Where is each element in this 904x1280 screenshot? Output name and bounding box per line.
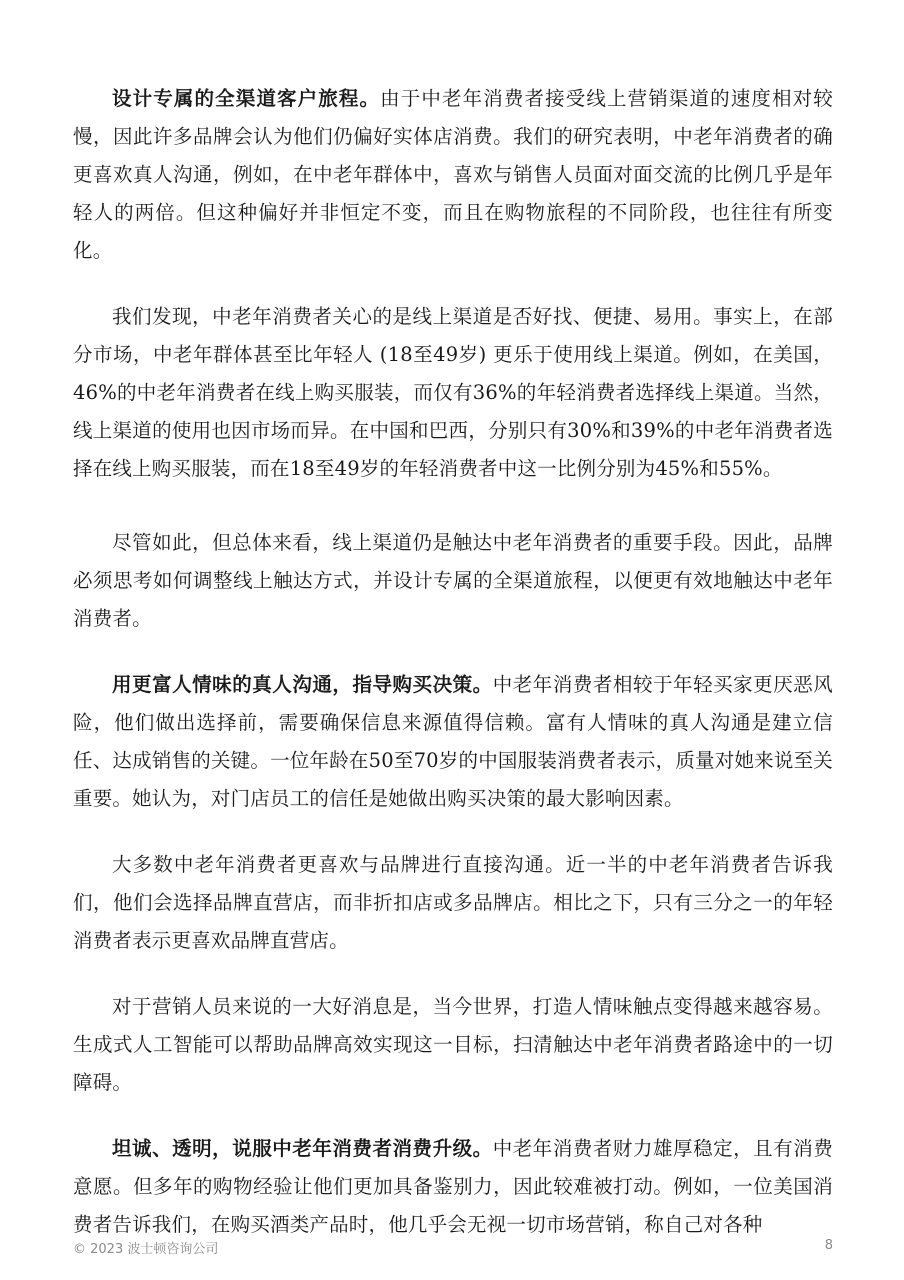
paragraph-transparency (73, 1130, 833, 1244)
paragraph-overall (73, 524, 833, 638)
paragraph-text: 中老年消费者相较于年轻买家更厌恶风险，他们做出选择前，需要确保信息来源值得信赖。富有人情味的真人沟通是建立信任、达成销售的关键。一位年龄在50至70岁的中国服装消费者表示，质量对她来说至关重要。她认为，对门店员工的信任是她做出购买决策的最大影响因素。 (73, 673, 833, 810)
paragraph-text: 尽管如此，但总体来看，线上渠道仍是触达中老年消费者的重要手段。因此，品牌必须思考如何调整线上触达方式，并设计专属的全渠道旅程，以便更有效地触达中老年消费者。 (73, 531, 833, 630)
paragraph-text: 中老年消费者财力雄厚稳定，且有消费意愿。但多年的购物经验让他们更加具备鉴别力，因此较难被打动。例如，一位美国消费者告诉我们，在购买酒类产品时，他几乎会无视一切市场营销，称自己对各种 (73, 1137, 833, 1236)
paragraph-text: 对于营销人员来说的一大好消息是，当今世界，打造人情味触点变得越来越容易。生成式人工智能可以帮助品牌高效实现这一目标，扫清触达中老年消费者路途中的一切障碍。 (73, 995, 833, 1094)
paragraph-lead: 坦诚、透明，说服中老年消费者消费升级。 (112, 1137, 493, 1160)
paragraph-online-channels (73, 298, 833, 488)
paragraph-text: 大多数中老年消费者更喜欢与品牌进行直接沟通。近一半的中老年消费者告诉我们，他们会选择品牌直营店，而非折扣店或多品牌店。相比之下，只有三分之一的年轻消费者表示更喜欢品牌直营店。 (73, 853, 833, 952)
page-number: 8 (824, 1238, 833, 1253)
article-body (73, 80, 833, 1272)
copyright-notice: © 2023 波士顿咨询公司 (73, 1242, 219, 1257)
paragraph-omnichannel (73, 80, 833, 270)
paragraph-lead: 设计专属的全渠道客户旅程。 (112, 87, 381, 110)
paragraph-direct-brand (73, 846, 833, 960)
paragraph-human-touch (73, 666, 833, 818)
paragraph-genai (73, 988, 833, 1102)
paragraph-text: 我们发现，中老年消费者关心的是线上渠道是否好找、便捷、易用。事实上，在部分市场，中老年群体甚至比年轻人 (18至49岁) 更乐于使用线上渠道。例如，在美国，46%的中老年消费者在线上购买服装，而仅有36%的年轻消费者选择线上渠道。当然，线上渠道的使用也因市场而异。在中国和巴西，分别只有30%和39%的中老年消费者选择在线上购买服装，而在18至49岁的年轻消费者中这一比例分别为45%和55%。 (73, 305, 833, 480)
paragraph-lead: 用更富人情味的真人沟通，指导购买决策。 (112, 673, 493, 696)
paragraph-text: 由于中老年消费者接受线上营销渠道的速度相对较慢，因此许多品牌会认为他们仍偏好实体店消费。我们的研究表明，中老年消费者的确更喜欢真人沟通，例如，在中老年群体中，喜欢与销售人员面对面交流的比例几乎是年轻人的两倍。但这种偏好并非恒定不变，而且在购物旅程的不同阶段，也往往有所变化。 (73, 87, 833, 262)
